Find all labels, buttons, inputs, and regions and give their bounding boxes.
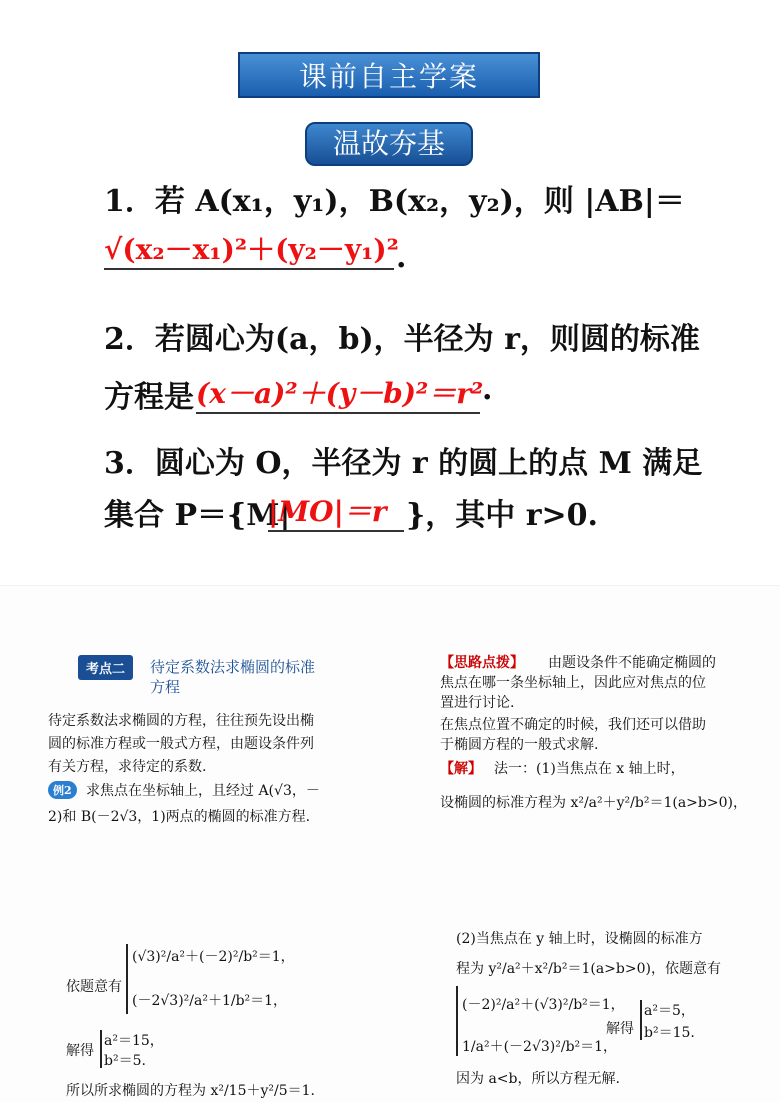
equation-lead: 依题意有: [66, 979, 122, 995]
final-equation: 所以所求椭圆的方程为 x²/15＋y²/5＝1.: [66, 1083, 315, 1099]
lower-para-3: 有关方程，求待定的系数.: [48, 759, 207, 775]
case2-result-2: b²＝15.: [644, 1025, 695, 1041]
hint-label: 【思路点拨】: [440, 655, 524, 671]
item-2-prefix: 方程是: [104, 380, 194, 415]
case2-solve-label: 解得: [606, 1021, 634, 1037]
case2-result-1: a²＝5，: [644, 1003, 695, 1019]
case2-eq-1: (－2)²/a²＋(√3)²/b²＝1，: [462, 997, 625, 1013]
example-badge: [48, 779, 77, 799]
result-1: a²＝15，: [104, 1033, 164, 1049]
case2-eq-2: 1/a²＋(－2√3)²/b²＝1，: [462, 1039, 618, 1055]
example-line-1: 求焦点在坐标轴上，且经过 A(√3，－: [86, 783, 320, 799]
system-brace-right: [456, 986, 458, 1056]
item-1-end: .: [396, 240, 407, 275]
example-line-2: 2)和 B(－2√3，1)两点的椭圆的标准方程.: [48, 809, 311, 825]
item-1-text: 1．若 A(x₁，y₁)，B(x₂，y₂)，则 |AB|＝: [104, 184, 685, 219]
case2-line-1: (2)当焦点在 y 轴上时，设椭圆的标准方: [456, 931, 703, 947]
item-3-end: }，其中 r>0.: [406, 498, 598, 533]
result-brace-left: [100, 1030, 102, 1068]
item-3-line1: 3．圆心为 O，半径为 r 的圆上的点 M 满足: [104, 446, 703, 481]
equation-2: (－2√3)²/a²＋1/b²＝1，: [132, 993, 288, 1009]
case2-conclusion: 因为 a<b，所以方程无解.: [456, 1071, 620, 1087]
hint-line-1: 由题设条件不能确定椭圆的: [548, 655, 716, 671]
item-3-prefix: 集合 P＝{M|: [104, 498, 291, 533]
result-2: b²＝5.: [104, 1053, 146, 1069]
case2-line-2: 程为 y²/a²＋x²/b²＝1(a>b>0)，依题意有: [456, 961, 721, 977]
example-label: 例2: [48, 781, 77, 799]
solution-line-1: 法一：(1)当焦点在 x 轴上时，: [494, 761, 685, 777]
hint-line-2: 焦点在哪一条坐标轴上，因此应对焦点的位: [440, 675, 706, 691]
item-2-line1: 2．若圆心为(a，b)，半径为 r，则圆的标准: [104, 322, 700, 357]
lower-para-2: 圆的标准方程或一般式方程，由题设条件列: [48, 736, 314, 752]
solve-label: 解得: [66, 1043, 94, 1059]
case2-result-brace: [640, 1000, 642, 1040]
hint-line-4: 在焦点位置不确定的时候，我们还可以借助: [440, 717, 706, 733]
solution-line-2: 设椭圆的标准方程为 x²/a²＋y²/b²＝1(a>b>0)，: [440, 795, 747, 811]
solution-label: 【解】: [440, 761, 482, 777]
item-2-answer: (x－a)²＋(y－b)²＝r²: [196, 372, 480, 414]
item-2-end: .: [482, 372, 493, 407]
item-3-answer: |MO|＝r: [268, 490, 404, 532]
subsection-banner: 温故夯基: [305, 122, 473, 166]
hint-line-5: 于椭圆方程的一般式求解.: [440, 737, 599, 753]
lower-para-1: 待定系数法求椭圆的方程，往往预先设出椭: [48, 713, 314, 729]
section-tag: 考点二: [78, 655, 133, 680]
lower-heading-line1: 待定系数法求椭圆的标准: [150, 658, 316, 676]
item-1-answer: √(x₂－x₁)²＋(y₂－y₁)²: [104, 228, 394, 270]
lower-heading-line2: 方程: [150, 678, 181, 696]
hint-line-3: 置进行讨论.: [440, 695, 515, 711]
section-banner: 课前自主学案: [238, 52, 540, 98]
equation-1: (√3)²/a²＋(－2)²/b²＝1，: [132, 949, 295, 965]
system-brace-left: [126, 944, 128, 1014]
